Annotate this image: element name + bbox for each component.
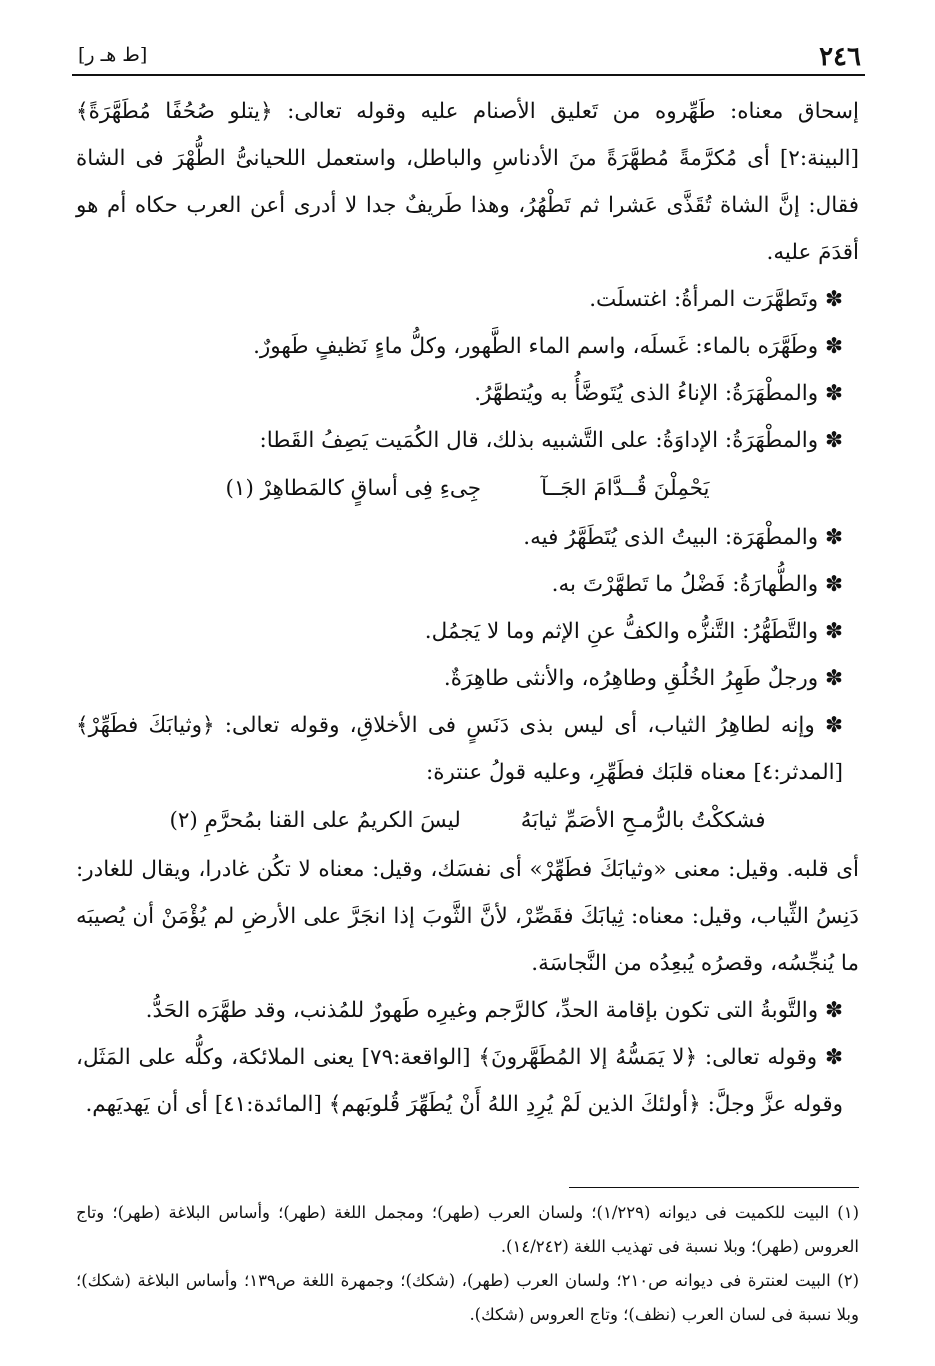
verse-first-hemistich: يَحْمِلْنَ قُــدَّامَ الجَــآ	[541, 476, 710, 501]
poem-verse	[76, 464, 859, 514]
entry: ✽ والمطْهَرَةُ: الإداوَةُ: على التَّشبيه بذلك، قال الكُمَيت يَصِفُ القَطا:	[259, 428, 843, 453]
entry: ✽ وطَهَّرَه بالماء: غَسلَه، واسم الماء الطَّهور، وكلُّ ماءٍ نَظيفٍ طَهورٌ.	[253, 334, 843, 359]
entry: ✽ وإنه لطاهِرُ الثياب، أى ليس بذى دَنَسٍ فى الأخلاقِ، وقوله تعالى: ﴿وثيابَكَ فطَهِّرْ﴾ [المدثر:٤] معناه قلبَك فطَهِّرِ، وعليه قولُ عنترة:	[76, 713, 843, 785]
footnote: (١) البيت للكميت فى ديوانه (١/٢٢٩)؛ ولسان العرب (طهر)؛ ومجمل اللغة (طهر)؛ وأساس البلاغة (طهر)؛ وتاج العروس (طهر)؛ وبلا نسبة فى تهذيب اللغة (١٤/٢٤٢).	[76, 1203, 859, 1256]
verse-second-hemistich: جِىءِ فِى أساقٍ كالمَطاهِرْ (١)	[225, 476, 482, 501]
entry: ✽ وتَطهَّرَت المرأةُ: اغتسلَت.	[589, 287, 843, 312]
entry: ✽ والمطْهَرَةُ: الإناءُ الذى يُتَوضَّأُ به ويُتطهَّرُ.	[474, 381, 843, 406]
page-number: ٢٤٦	[819, 42, 861, 72]
entry: ✽ ورجلٌ طَهِرُ الخُلُقِ وطاهِرُه، والأنثى طاهِرَةٌ.	[443, 666, 843, 691]
verse-first-hemistich: فشككْتُ بالرُّمـحِ الأصَمِّ ثيابَهُ	[520, 808, 766, 833]
page-header	[72, 38, 865, 76]
entry: ✽ والمطْهَرَة: البيتُ الذى يُتَطَهَّرُ فيه.	[523, 525, 843, 550]
entry: ✽ والتَّطَهُّرُ: التَّنزُّه والكفُّ عنِ الإثم وما لا يَجمُل.	[424, 619, 843, 644]
paragraph: أى قلبه. وقيل: معنى «وثيابَكَ فطَهِّرْ» أى نفسَك، وقيل: معناه لا تكُن غادرا، ويقال للغادر: دَنِسُ الثِّياب، وقيل: معناه: ثِيابَكَ فقَصِّرْ، لأنَّ الثَّوبَ إذا انجَرَّ على الأرضِ لم يُؤْمَنْ أن يُصيبَه ما يُنجِّسُه، وقصرُه يُبعِدُه من النَّجاسَة.	[76, 857, 859, 976]
footnotes	[76, 1196, 859, 1332]
verse-second-hemistich: ليسَ الكريمُ على القنا بمُحرَّمِ (٢)	[169, 808, 461, 833]
footnote-divider	[569, 1187, 859, 1188]
poem-verse	[76, 796, 859, 846]
paragraph: إسحاق معناه: طَهِّروه من تَعليق الأصنام عليه وقوله تعالى: ﴿يتلو صُحُفًا مُطَهَّرَةً﴾ [البينة:٢] أى مُكرَّمةً مُطهَّرَةً منَ الأدناسِ والباطل، واستعمل اللحيانىُّ الطُّهْرَ فى الشاة فقال: إنَّ الشاة تُقَذَّى عَشرا ثم تَطْهُرُ، وهذا طَريفٌ جدا لا أدرى أعن العرب حكاه أم هو أقدَمَ عليه.	[76, 99, 859, 265]
entry: ✽ والطُّهارَةُ: فَضْلُ ما تَطهَّرْتَ به.	[551, 572, 843, 597]
entry: ✽ وقوله تعالى: ﴿لا يَمَسُّهُ إلا المُطَهَّرونَ﴾ [الواقعة:٧٩] يعنى الملائكة، وكلُّه على المَثَل، وقوله عزَّ وجلَّ: ﴿أولئكَ الذين لَمْ يُرِدِ اللهُ أَنْ يُطَهِّرَ قُلوبَهم﴾ [المائدة:٤١] أى أن يَهديَهم.	[76, 1045, 843, 1117]
entry: ✽ والتَّوبةُ التى تكون بإقامة الحدِّ، كالرَّجم وغيرِه طَهورٌ للمُذنب، وقد طهَّرَه الحَدُّ.	[145, 998, 843, 1023]
main-text	[76, 88, 859, 1128]
footnote: (٢) البيت لعنترة فى ديوانه ص٢١٠؛ ولسان العرب (طهر)، (شكك)؛ وجمهرة اللغة ص١٣٩؛ وأساس البلاغة (شكك)؛ وبلا نسبة فى لسان العرب (نظف)؛ وتاج العروس (شكك).	[76, 1271, 860, 1324]
root-label: [ط هـ ر]	[78, 44, 148, 66]
